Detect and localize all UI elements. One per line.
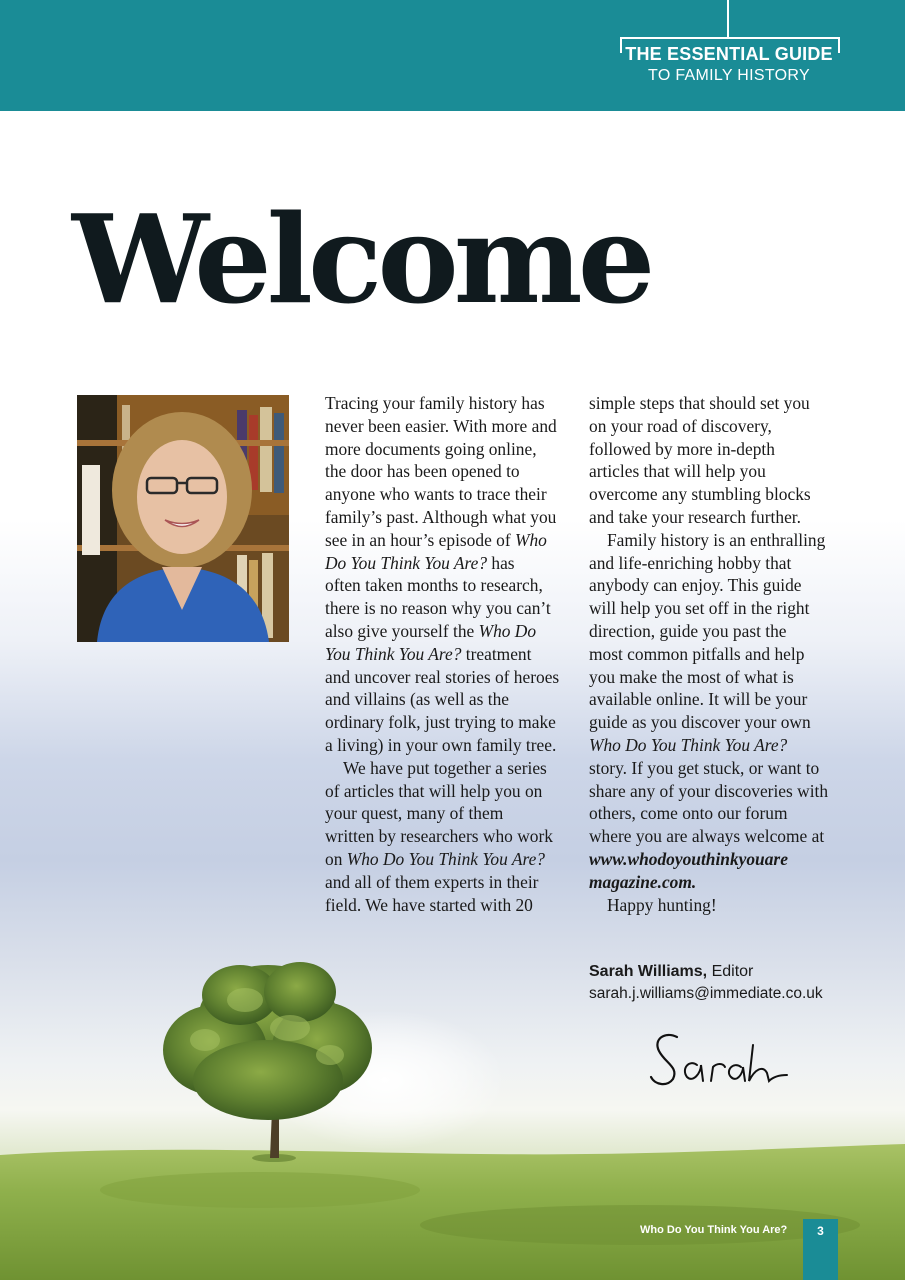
- editor-name: Sarah Williams,: [589, 963, 708, 980]
- body-line: the door has been opened to: [325, 461, 520, 482]
- editor-signature-block: [589, 963, 823, 1003]
- body-line: Happy hunting!: [607, 894, 717, 915]
- body-line: and all of them experts in their: [325, 871, 539, 892]
- body-line: guide as you discover your own: [589, 712, 811, 733]
- body-line: anyone who wants to trace their: [325, 484, 547, 505]
- body-line: Who Do You Think You Are?: [589, 734, 788, 755]
- body-line: articles that will help you: [589, 461, 766, 482]
- body-line: share any of your discoveries with: [589, 780, 829, 801]
- body-line: family’s past. Although what you: [325, 506, 557, 527]
- body-line: written by researchers who work: [325, 826, 553, 847]
- guide-subtitle: TO FAMILY HISTORY: [648, 67, 810, 84]
- forum-url-line[interactable]: www.whodoyouthinkyouare: [589, 848, 788, 869]
- body-line: Do You Think You Are? has: [325, 552, 515, 573]
- body-line: You Think You Are? treatment: [325, 643, 532, 664]
- body-line: simple steps that should set you: [589, 393, 810, 413]
- body-line: and take your research further.: [589, 506, 801, 527]
- body-line: and life-enriching hobby that: [589, 552, 792, 573]
- editor-email[interactable]: sarah.j.williams@immediate.co.uk: [589, 985, 823, 1002]
- guide-title: THE ESSENTIAL GUIDE: [625, 44, 833, 64]
- body-line: there is no reason why you can’t: [325, 598, 551, 619]
- body-line: others, come onto our forum: [589, 803, 788, 824]
- header-divider-line: [727, 0, 729, 37]
- body-line: We have put together a series: [343, 757, 547, 778]
- body-line: overcome any stumbling blocks: [589, 484, 811, 505]
- editor-credit: [589, 963, 823, 981]
- body-line: a living) in your own family tree.: [325, 734, 557, 755]
- body-line: often taken months to research,: [325, 575, 543, 596]
- body-line: where you are always welcome at: [589, 826, 825, 847]
- body-line: story. If you get stuck, or want to: [589, 757, 820, 778]
- body-line: and villains (as well as the: [325, 689, 510, 710]
- footer-magazine-title: Who Do You Think You Are?: [640, 1224, 788, 1236]
- handwritten-signature: [645, 1025, 795, 1100]
- body-column-2: [589, 392, 847, 916]
- editor-portrait-photo: [77, 395, 289, 642]
- body-line: Tracing your family history has: [325, 393, 545, 413]
- body-column-1: [325, 392, 583, 916]
- body-line: most common pitfalls and help: [589, 643, 805, 664]
- body-line: available online. It will be your: [589, 689, 808, 710]
- body-line: and uncover real stories of heroes: [325, 666, 560, 687]
- body-line: followed by more in-depth: [589, 438, 775, 459]
- body-line: anybody can enjoy. This guide: [589, 575, 802, 596]
- body-line: more documents going online,: [325, 438, 537, 459]
- body-line: of articles that will help you on: [325, 780, 543, 801]
- body-line: on your road of discovery,: [589, 415, 772, 436]
- body-line: field. We have started with 20: [325, 894, 533, 915]
- body-line: direction, guide you past the: [589, 620, 787, 641]
- editor-role: Editor: [707, 963, 754, 980]
- body-line: you make the most of what is: [589, 666, 794, 687]
- body-line: Family history is an enthralling: [607, 529, 826, 550]
- page-title: Welcome: [72, 187, 651, 331]
- body-line: on Who Do You Think You Are?: [325, 848, 546, 869]
- body-line: ordinary folk, just trying to make: [325, 712, 556, 733]
- body-line: also give yourself the Who Do: [325, 620, 537, 641]
- page-number: 3: [817, 1224, 824, 1238]
- body-line: will help you set off in the right: [589, 598, 810, 619]
- body-line: see in an hour’s episode of Who: [325, 529, 547, 550]
- body-line: your quest, many of them: [325, 803, 504, 824]
- body-line: never been easier. With more and: [325, 415, 557, 436]
- forum-url-line[interactable]: magazine.com.: [589, 871, 697, 892]
